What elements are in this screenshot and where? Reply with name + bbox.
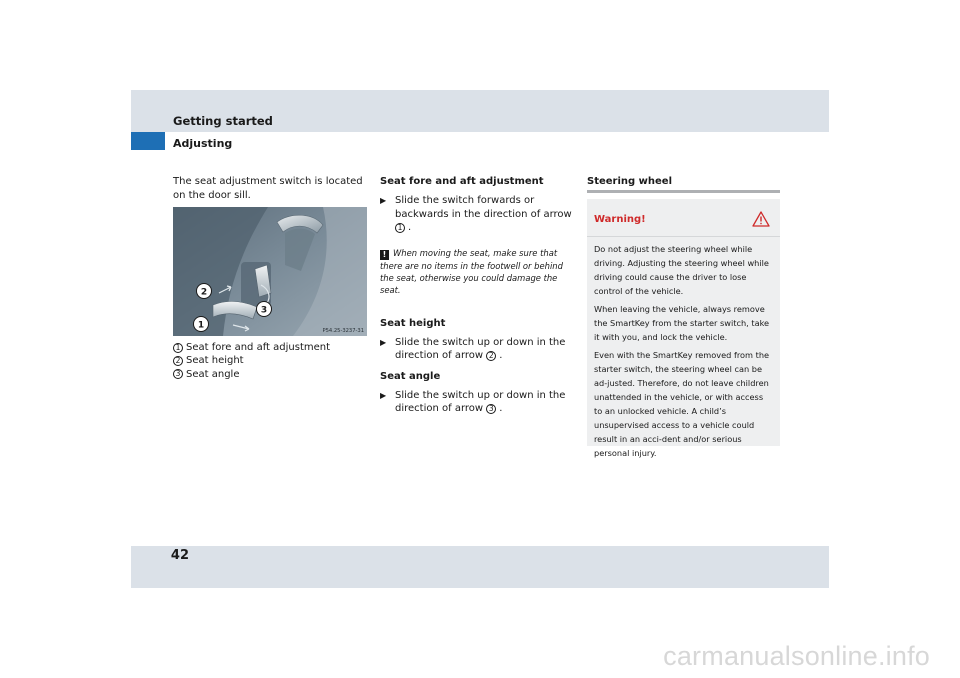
seat-intro-text: The seat adjustment switch is located on the door sill. [173,176,363,201]
warning-body [587,237,780,460]
angle-step: ▶ Slide the switch up or down in the direction of arrow 3 . [380,389,566,414]
bullet-arrow-icon: ▶ [380,337,387,347]
seat-switch-photo [173,207,367,336]
section-title: Adjusting [173,137,233,150]
arrow-number: 3 [486,404,496,414]
bullet-arrow-icon: ▶ [380,196,387,205]
caption-item [173,368,368,381]
warning-triangle-icon [752,211,770,227]
angle-heading: Seat angle [380,370,441,382]
caption-number: 3 [173,369,183,379]
seat-note-text: When moving the seat, make sure that there are no items in the footwell or behind the seat, otherwise you could damage the seat. [380,247,563,295]
caption-text: Seat angle [186,368,240,380]
caption-item [173,354,368,367]
watermark-text: carmanualsonline.info [663,641,930,671]
chapter-title: Getting started [173,114,273,128]
header-accent-bar [131,132,165,150]
figure-captions [173,341,368,381]
figure-callout-3-label: 3 [260,305,268,316]
fore-aft-step-text: Slide the switch forwards or backwards in the direction of arrow [395,195,572,220]
height-step: ▶ Slide the switch up or down in the direction of arrow 2 . [380,336,566,361]
figure-callout-2-label: 2 [200,287,208,298]
angle-step-text: Slide the switch up or down in the direction of arrow [395,389,566,414]
warning-paragraph: Do not adjust the steering wheel while driving. Adjusting the steering wheel while driving could cause the driver to lose control of the vehicle. [594,244,769,296]
warning-paragraph: Even with the SmartKey removed from the starter switch, the steering wheel can be ad-justed. Therefore, do not leave children unattended in the vehicle, or with access to an unlocked vehicle. A child’s unsupervised access to a vehicle could result in an acci-dent and/or serious personal injury. [594,350,770,458]
bullet-arrow-icon: ▶ [380,390,387,400]
arrow-number: 1 [395,223,405,233]
height-step-text: Slide the switch up or down in the direction of arrow [395,336,566,361]
page-number: 42 [170,548,189,563]
figure-code: P54.25-3237-31 [322,328,364,334]
figure-callout-1-label: 1 [197,320,205,331]
fore-aft-heading: Seat fore and aft adjustment [380,176,544,187]
steering-wheel-heading: Steering wheel [587,176,673,187]
warning-title: Warning! [594,214,646,225]
arrow-number: 2 [486,351,496,361]
caption-number: 2 [173,356,183,366]
caption-number: 1 [173,343,183,353]
footer-band [131,546,829,588]
warning-paragraph: When leaving the vehicle, always remove the SmartKey from the starter switch, take it with you, and lock the vehicle. [594,304,770,342]
caption-item [173,341,368,354]
caption-text: Seat fore and aft adjustment [186,341,331,353]
seat-note [380,247,576,296]
warning-header [587,199,780,237]
fore-aft-step: ▶ Slide the switch forwards or backwards in the direction of arrow 1 . [380,195,572,233]
heading-rule [587,190,780,193]
seat-switch-illustration [173,207,367,336]
warning-box [587,199,780,458]
instructions-column [380,175,576,416]
height-heading: Seat height [380,317,446,329]
steering-wheel-column [587,175,780,193]
exclamation-icon: ! [380,250,389,260]
caption-text: Seat height [186,355,244,367]
